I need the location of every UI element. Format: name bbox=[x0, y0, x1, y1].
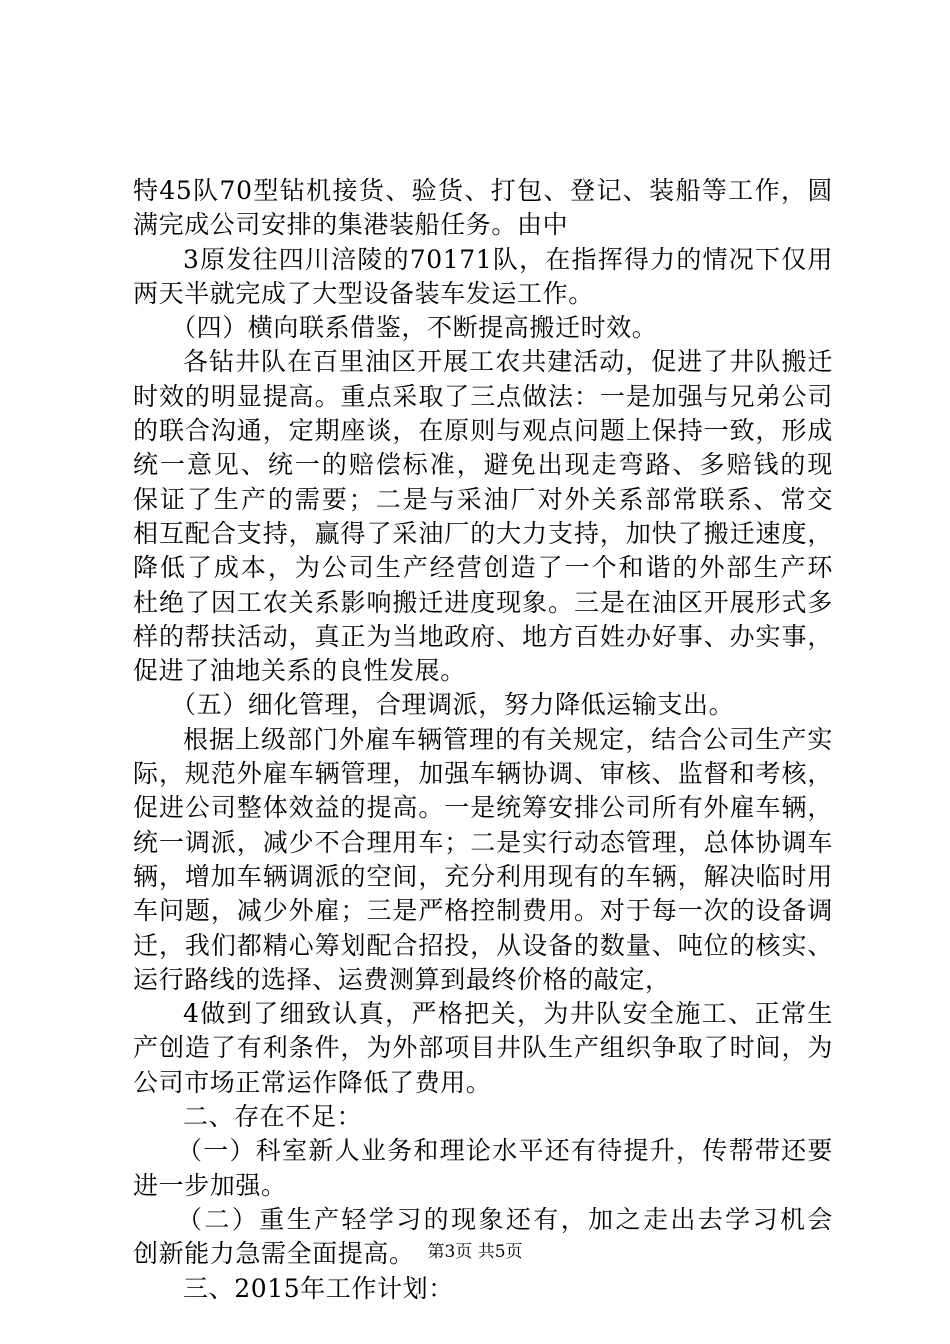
text-line: 际，规范外雇车辆管理，加强车辆协调、审核、监督和考核， bbox=[133, 759, 833, 789]
text-line: （一）科室新人业务和理论水平还有待提升，传帮带还要 bbox=[177, 1136, 833, 1166]
section-heading: 二、存在不足： bbox=[183, 1102, 363, 1132]
text-line: 车问题，减少外雇；三是严格控制费用。对于每一次的设备调 bbox=[133, 896, 833, 926]
section-heading: （四）横向联系借鉴，不断提高搬迁时效。 bbox=[171, 313, 658, 343]
text-line: 保证了生产的需要；二是与采油厂对外关系部常联系、常交 bbox=[133, 484, 833, 514]
text-line: 降低了成本，为公司生产经营创造了一个和谐的外部生产环 bbox=[133, 553, 833, 583]
text-line: 两天半就完成了大型设备装车发运工作。 bbox=[133, 278, 594, 308]
text-line: 时效的明显提高。重点采取了三点做法：一是加强与兄弟公司 bbox=[133, 381, 833, 411]
text-line: 产创造了有利条件，为外部项目井队生产组织争取了时间，为 bbox=[133, 1033, 833, 1063]
text-line: 运行路线的选择、运费测算到最终价格的敲定， bbox=[133, 964, 671, 994]
text-line: 进一步加强。 bbox=[133, 1170, 287, 1200]
text-line: 统一调派，减少不合理用车；二是实行动态管理，总体协调车 bbox=[133, 827, 833, 857]
document-body bbox=[133, 174, 833, 1306]
text-line: （二）重生产轻学习的现象还有，加之走出去学习机会 bbox=[177, 1204, 833, 1234]
text-line: 特45队70型钻机接货、验货、打包、登记、装船等工作，圆 bbox=[133, 176, 833, 205]
text-line: 统一意见、统一的赔偿标准，避免出现走弯路、多赔钱的现 bbox=[133, 450, 833, 480]
text-line: 促进了油地关系的良性发展。 bbox=[133, 656, 466, 686]
text-line: 迁，我们都精心筹划配合招投，从设备的数量、吨位的核实、 bbox=[133, 930, 833, 960]
text-line: 样的帮扶活动，真正为当地政府、地方百姓办好事、办实事， bbox=[133, 621, 833, 651]
text-line: 杜绝了因工农关系影响搬迁进度现象。三是在油区开展形式多 bbox=[133, 587, 833, 617]
text-line: 4做到了细致认真，严格把关，为井队安全施工、正常生 bbox=[183, 999, 833, 1029]
section-heading: 三、2015年工作计划： bbox=[183, 1273, 454, 1303]
text-line: 3原发往四川涪陵的70171队，在指挥得力的情况下仅用 bbox=[183, 244, 833, 274]
text-line: 辆，增加车辆调派的空间，充分利用现有的车辆，解决临时用 bbox=[133, 861, 833, 891]
text-line: 创新能力急需全面提高。 bbox=[133, 1239, 415, 1269]
text-line: 相互配合支持，赢得了采油厂的大力支持，加快了搬迁速度， bbox=[133, 518, 833, 548]
section-heading: （五）细化管理，合理调派，努力降低运输支出。 bbox=[171, 690, 735, 720]
page-footer: 第3页 共5页 bbox=[427, 1242, 523, 1262]
text-line: 根据上级部门外雇车辆管理的有关规定，结合公司生产实 bbox=[183, 724, 833, 754]
text-line: 满完成公司安排的集港装船任务。由中 bbox=[133, 210, 569, 240]
text-line: 公司市场正常运作降低了费用。 bbox=[133, 1067, 492, 1097]
text-line: 促进公司整体效益的提高。一是统筹安排公司所有外雇车辆， bbox=[133, 793, 833, 823]
text-line: 各钻井队在百里油区开展工农共建活动，促进了井队搬迁 bbox=[183, 347, 833, 377]
text-line: 的联合沟通，定期座谈，在原则与观点问题上保持一致，形成 bbox=[133, 416, 833, 446]
